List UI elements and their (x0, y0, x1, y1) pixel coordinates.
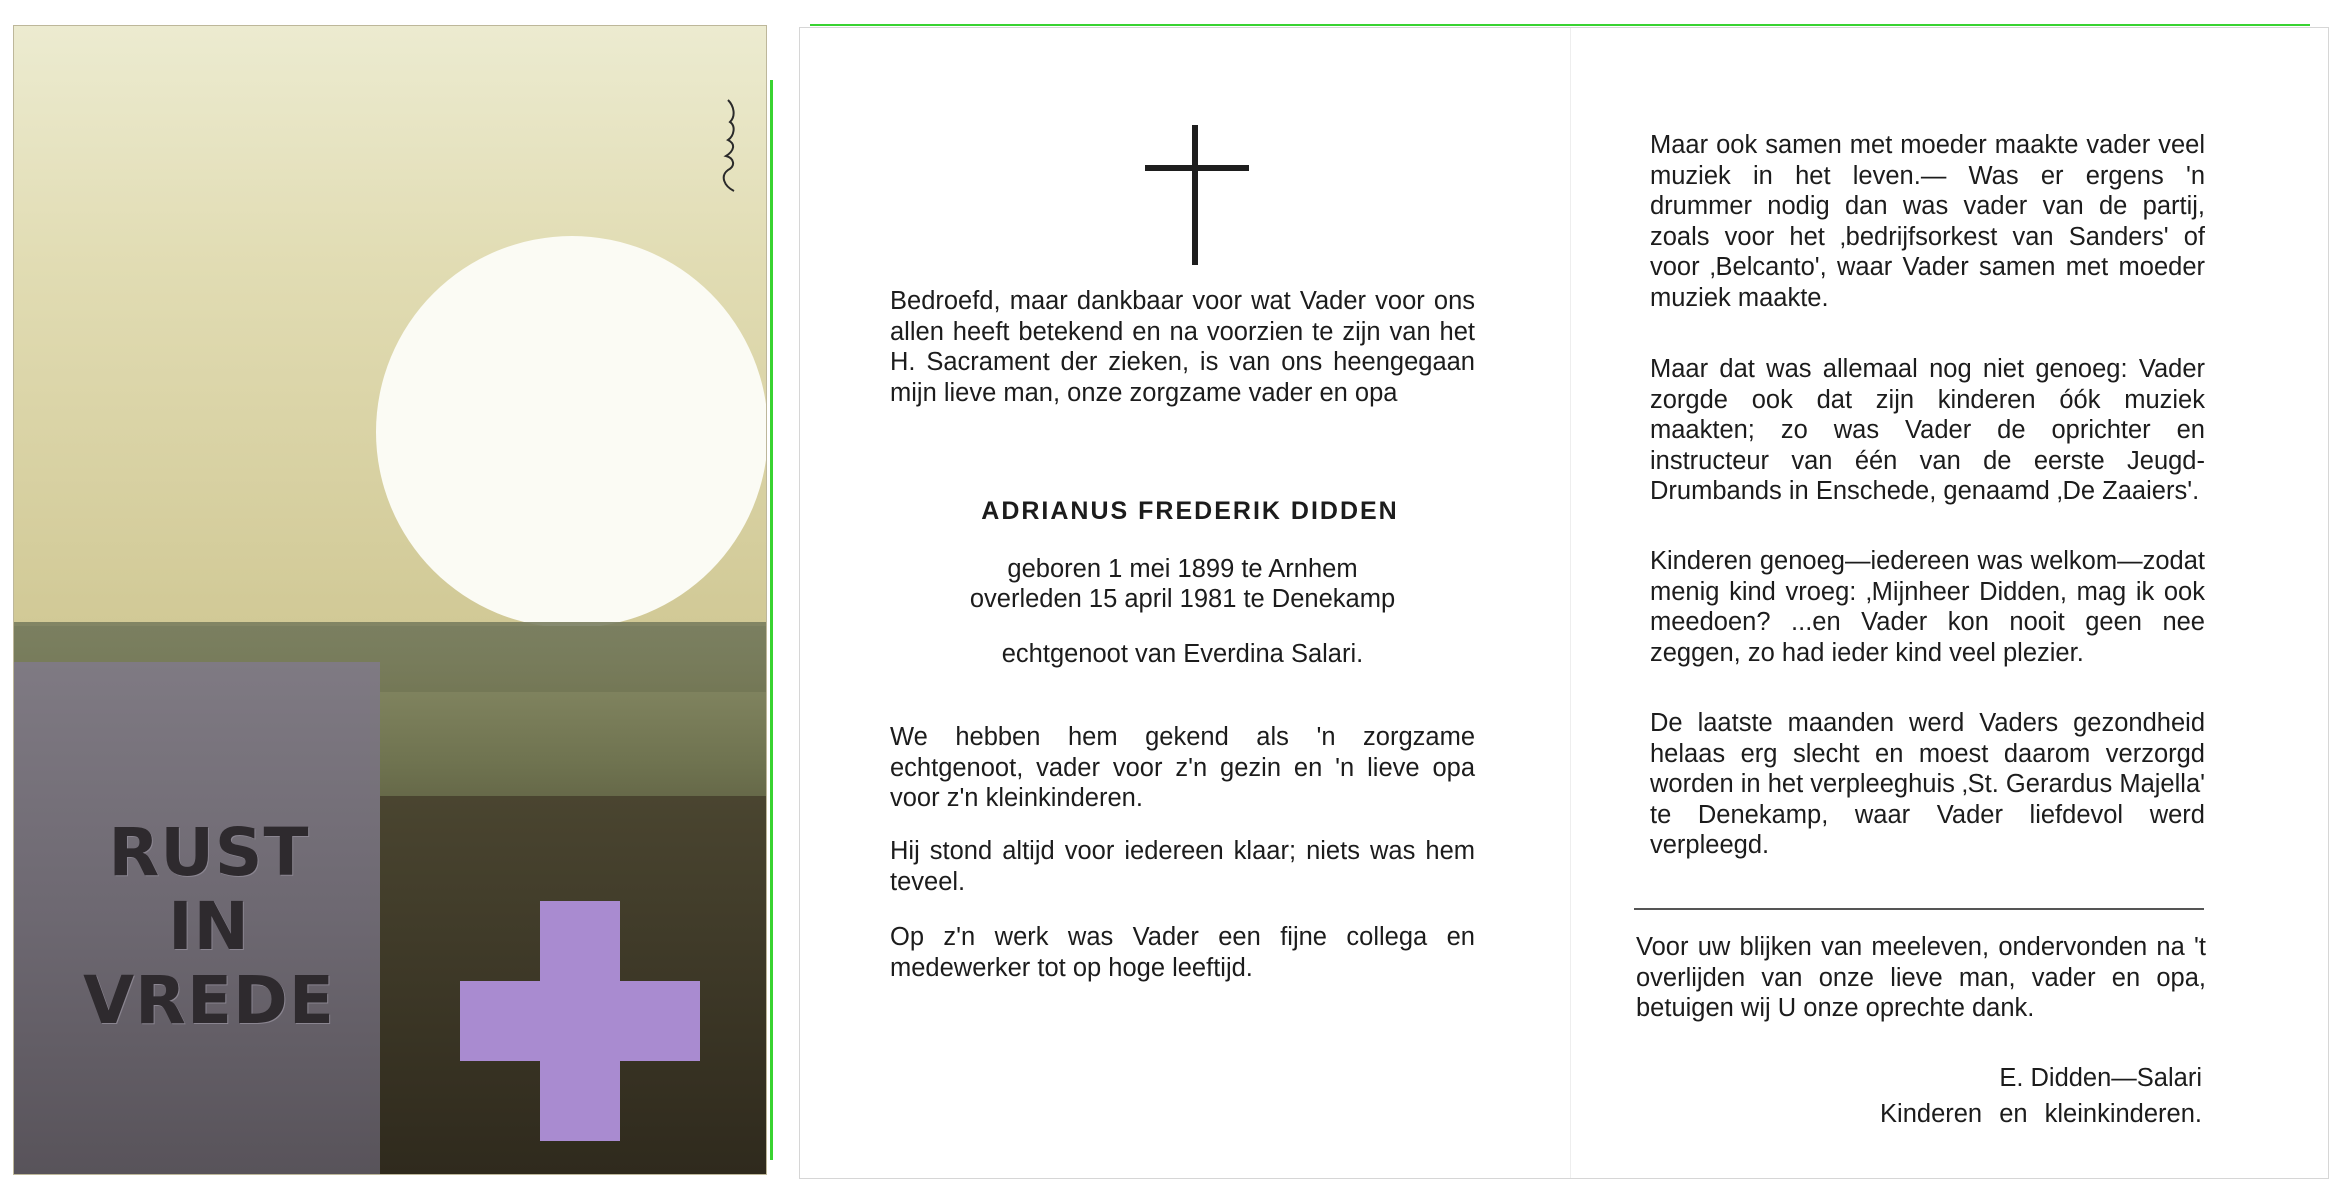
right-paragraph-2: Maar dat was allemaal nog niet genoeg: Vader zorgde ook dat zijn kinderen óók muziek maakten; zo was Vader de oprichter en instructeur van één van de eerste Jeugd-Drumbands in Enschede, genaamd ‚De Zaaiers'. (1650, 355, 2205, 505)
right-paragraph-4: De laatste maanden werd Vaders gezondheid helaas erg slecht en moest daarom verzorgd worden in het verpleeghuis ‚St. Gerardus Majella' te Denekamp, waar Vader liefdevol werd verpleegd. (1650, 709, 2205, 859)
cross-icon (1145, 125, 1249, 265)
signature-spouse: E. Didden—Salari (1999, 1064, 2202, 1092)
green-edge-top (810, 24, 2310, 26)
front-title-line-2: IN (168, 888, 250, 965)
artist-signature (714, 96, 744, 196)
right-paragraph-3: Kinderen genoeg—iedereen was welkom—zodat menig kind vroeg: ‚Mijnheer Didden, mag ik ook meedoen? ...en Vader kon nooit geen nee zeggen, zo had ieder kind veel plezier. (1650, 547, 2205, 667)
card-fold (1570, 28, 1571, 1178)
deceased-name: ADRIANUS FREDERIK DIDDEN (981, 497, 1399, 525)
left-paragraph-2: Hij stond altijd voor iedereen klaar; niets was hem teveel. (890, 837, 1475, 896)
right-paragraph-1: Maar ook samen met moeder maakte vader veel muziek in het leven.— Was er ergens 'n drummer nodig dan was vader van de partij, zoals voor het ‚bedrijfsorkest van Sanders' of voor ‚Belcanto', waar Vader samen met moeder muziek maakte. (1650, 131, 2205, 312)
death-line: overleden 15 april 1981 te Denekamp (969, 585, 1396, 613)
birth-line: geboren 1 mei 1899 te Arnhem (1007, 555, 1358, 583)
front-card (14, 26, 766, 1174)
life-dates (890, 554, 1475, 614)
divider-rule (1634, 908, 2204, 910)
thanks-text: Voor uw blijken van meeleven, ondervonden na 't overlijden van onze lieve man, vader en opa, betuigen wij U onze oprechte dank. (1636, 933, 2206, 1022)
front-title (74, 816, 344, 1038)
front-title-line-3: VREDE (83, 962, 335, 1039)
left-paragraph-3: Op z'n werk was Vader een fijne collega en medewerker tot op hoge leeftijd. (890, 923, 1475, 982)
left-paragraph-1: We hebben hem gekend als 'n zorgzame echtgenoot, vader voor z'n gezin en 'n lieve opa voor z'n kleinkinderen. (890, 723, 1475, 812)
spouse-line: echtgenoot van Everdina Salari. (1001, 640, 1364, 668)
front-title-line-1: RUST (108, 814, 310, 891)
signature-family: Kinderen en kleinkinderen. (1880, 1100, 2202, 1128)
sun-circle (376, 236, 766, 628)
purple-cross-icon (460, 901, 700, 1141)
green-edge-left (770, 80, 773, 1160)
intro-text: Bedroefd, maar dankbaar voor wat Vader voor ons allen heeft betekend en na voorzien te zijn van het H. Sacrament der zieken, is van ons heengegaan mijn lieve man, onze zorgzame vader en opa (890, 287, 1475, 407)
